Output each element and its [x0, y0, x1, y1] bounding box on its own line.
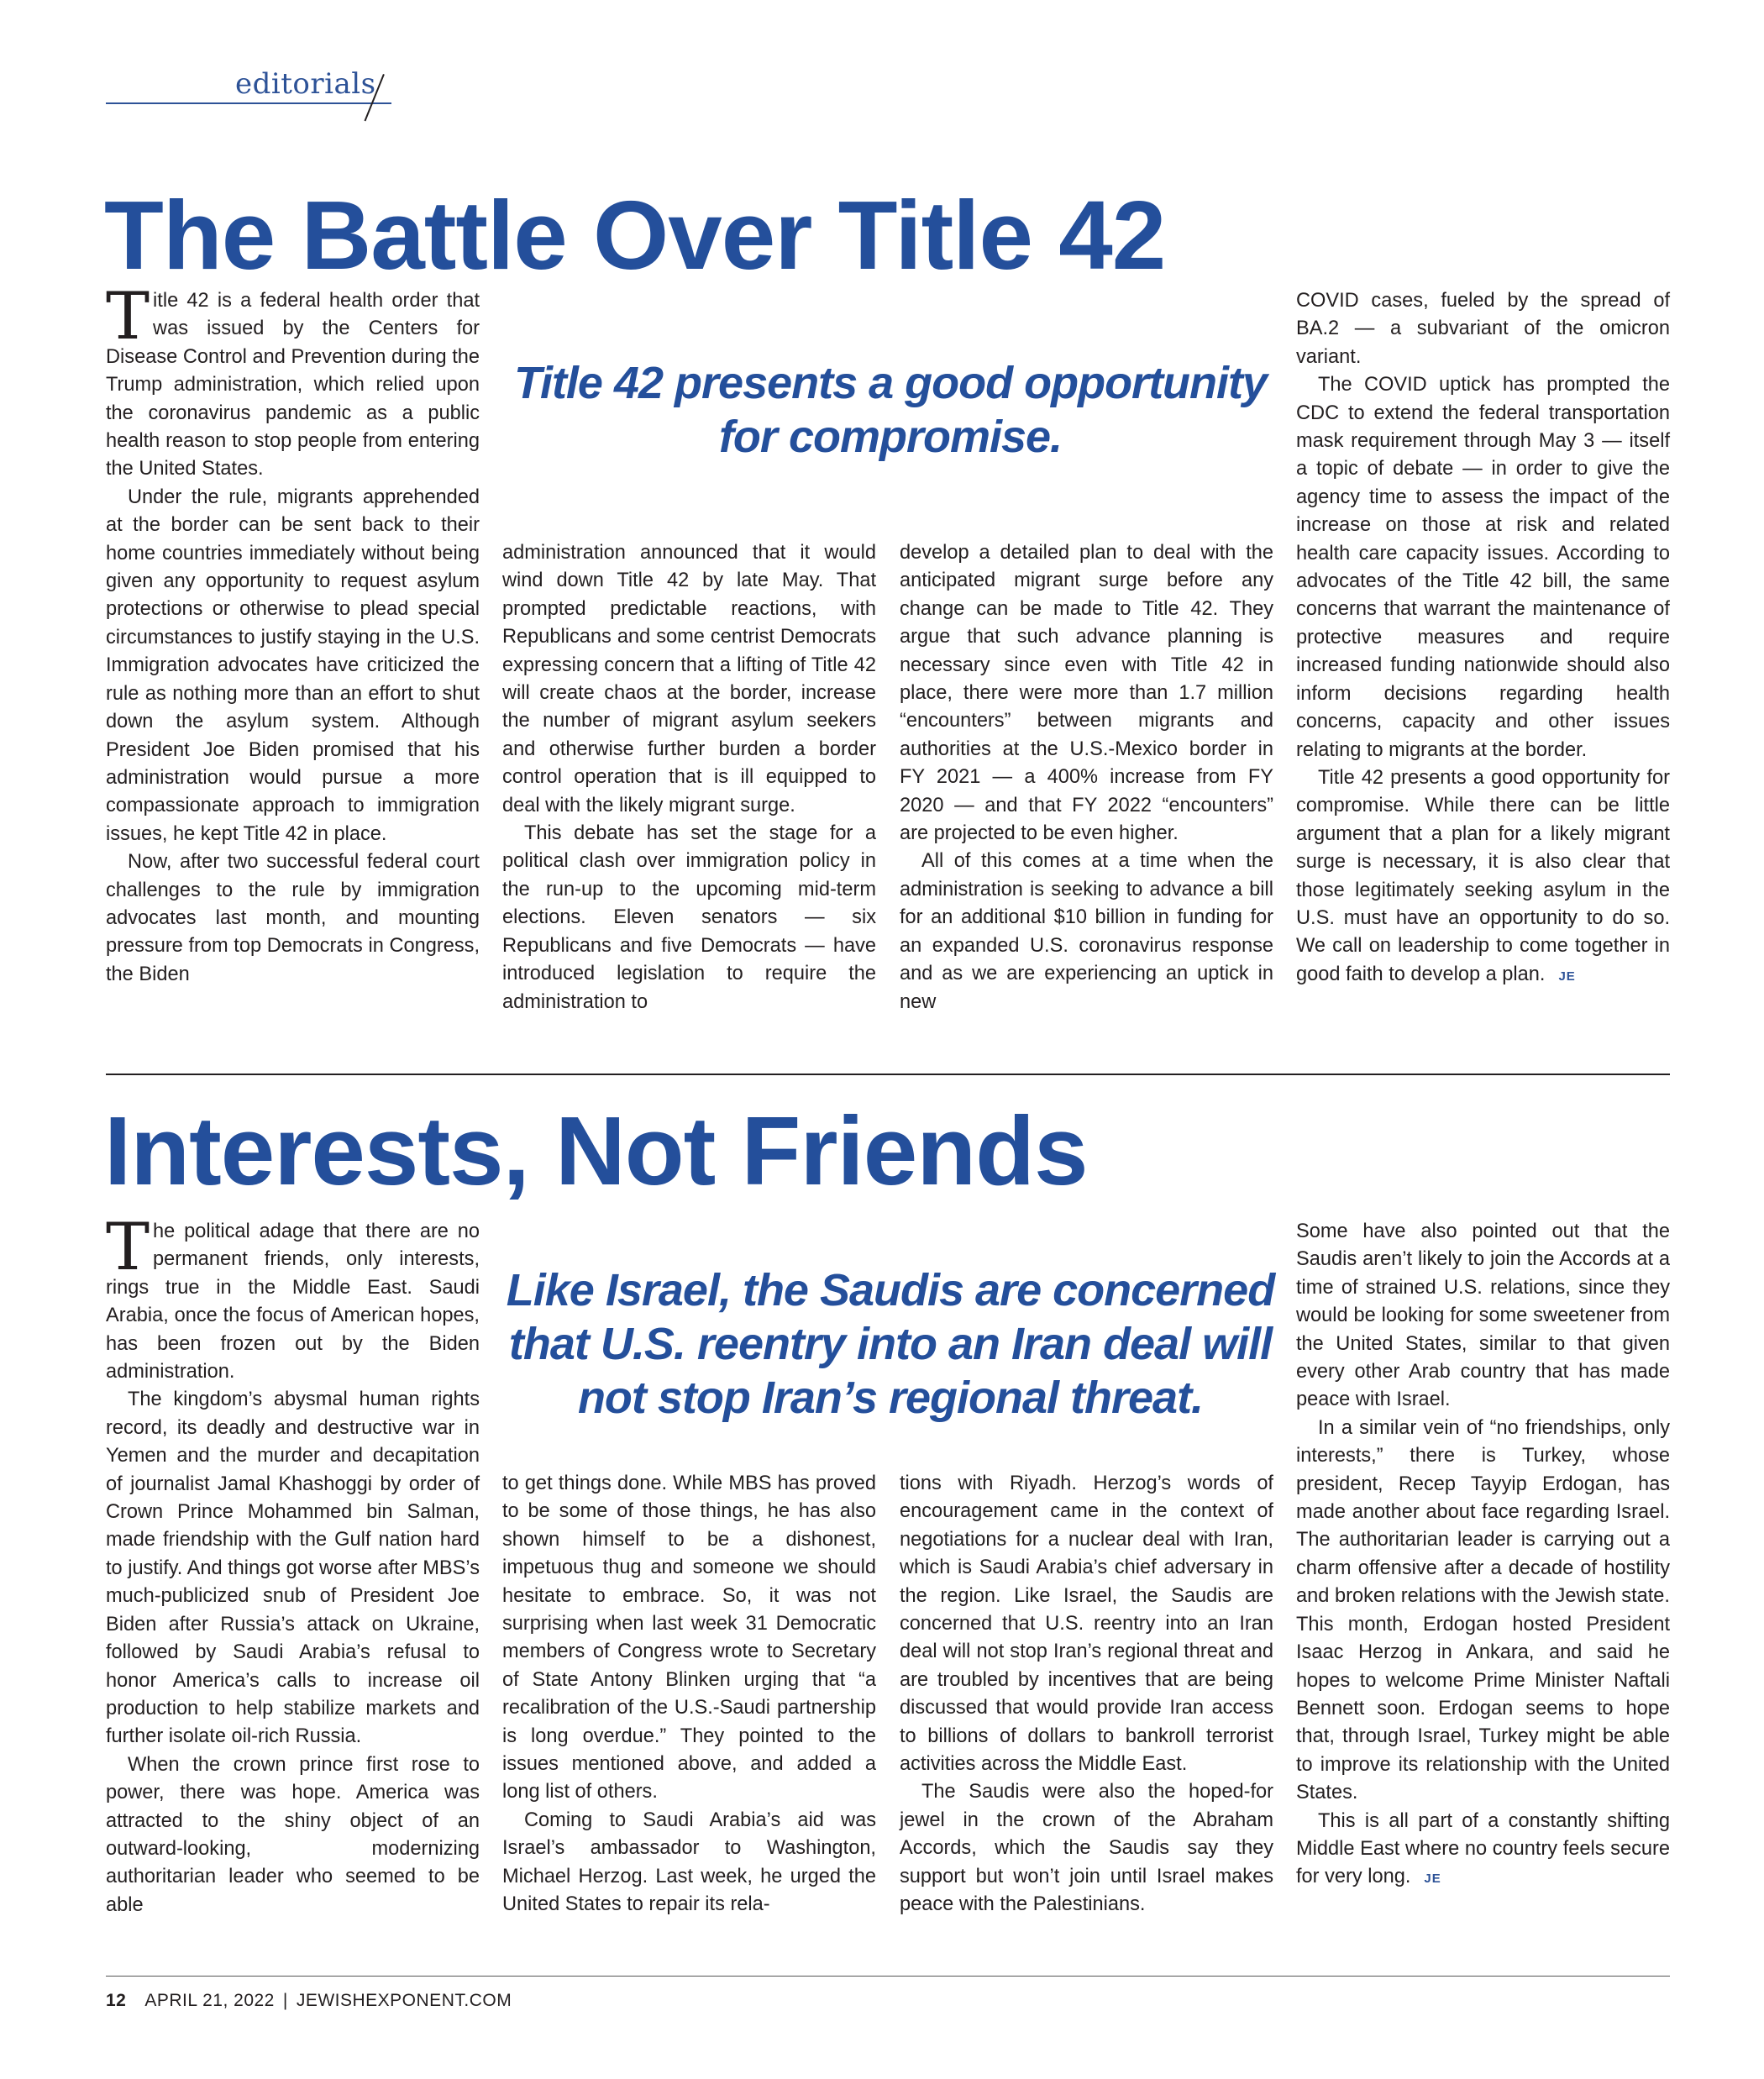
paragraph: When the crown prince first rose to power, there was hope. America was attracted to the shiny object of an outward-looking, modernizing authoritarian leader who seemed to be able [106, 1753, 480, 1916]
section-label [106, 67, 400, 118]
page-footer [106, 1991, 512, 2011]
paragraph: All of this comes at a time when the administration is seeking to advance a bill for an additional $10 billion in funding for an expanded U.S. coronavirus response and as we are experiencing an uptick in new [900, 850, 1273, 1013]
article-column-4 [1296, 1218, 1670, 1893]
paragraph: to get things done. While MBS has proved to be some of those things, he has also shown himself to be a dishonest, impetuous thug and someone we should hesitate to embrace. So, it was not surprising when last week 31 Democratic members of Congress wrote to Secretary of State Antony Blinken urging that “a recalibration of the U.S.-Saudi partnership is long overdue.” They pointed to the issues mentioned above, and added a long list of others. [502, 1473, 876, 1803]
paragraph: The political adage that there are no permanent friends, only interests, rings true in the Middle East. Saudi Arabia, once the focus of American hopes, has been frozen out by the Biden administration. [106, 1210, 480, 1383]
paragraph: COVID cases, fueled by the spread of BA.2 — a subvariant of the omicron variant. [1296, 290, 1670, 368]
article-headline: Interests, Not Friends [104, 1096, 1088, 1205]
paragraph: The kingdom’s abysmal human rights record, its deadly and destructive war in Yemen and the murder and decapitation of journalist Jamal Khashoggi by order of Crown Prince Mohammed bin Salman, made friendship with the Gulf nation hard to justify. And things got worse after MBS’s much-publicized snub of President Joe Biden after Russia’s attack on Ukraine, followed by Saudi Arabia’s refusal to honor America’s calls to increase oil production to help stabilize markets and further isolate oil-rich Russia. [106, 1389, 480, 1748]
paragraph: develop a detailed plan to deal with the anticipated migrant surge before any change can be made to Title 42. They argue that such advance planning is necessary since even with Title 42 in place, there were more than 1.7 million “encounters” between migrants and authorities at the U.S.-Mexico border in FY 2021 — a 400% increase from FY 2020 — and that FY 2022 “encounters” are projected to be even higher. [900, 542, 1273, 845]
paragraph: This debate has set the stage for a political clash over immigration policy in the run-up to the upcoming mid-term elections. Eleven senators — six Republicans and five Democrats — have introduced legislation to require the administration to [502, 822, 876, 1013]
paragraph: This is all part of a constantly shifting Middle East where no country feels secure for very long. JE [1296, 1809, 1670, 1888]
section-label-text: editorials [235, 67, 376, 101]
article-column-1 [106, 1210, 480, 1919]
drop-cap: T [106, 1210, 150, 1285]
pull-quote: Like Israel, the Saudis are concerned that U.S. reentry into an Iran deal will not stop Iran’s regional threat. [506, 1265, 1275, 1423]
pull-quote: Title 42 presents a good opportunity for compromise. [513, 358, 1268, 462]
paragraph: Now, after two successful federal court challenges to the rule by immigration advocates last month, and mounting pressure from top Democrats in Congress, the Biden [106, 851, 480, 985]
paragraph: In a similar vein of “no friendships, only interests,” there is Turkey, whose president, Recep Tayyip Erdogan, has made another about face regarding Israel. The authoritarian leader is carrying out a charm offensive after a decade of hostility and broken relations with the Jewish state. This month, Erdogan hosted President Isaac Herzog in Ankara, and said he hopes to welcome Prime Minister Naftali Bennett soon. Erdogan seems to hope that, through Israel, Turkey might be able to improve its relationship with the United States. [1296, 1416, 1670, 1804]
footer-rule [106, 1976, 1670, 1977]
paragraph: Coming to Saudi Arabia’s aid was Israel’s ambassador to Washington, Michael Herzog. Last week, he urged the United States to repair its rela- [502, 1809, 876, 1916]
page-number: 12 [106, 1991, 127, 2010]
article-column-2 [502, 1470, 876, 1919]
paragraph: Title 42 is a federal health order that was issued by the Centers for Disease Control and Prevention during the Trump administration, which relied upon the coronavirus pandemic as a public health reason to stop people from entering the United States. [106, 279, 480, 480]
article-divider [106, 1074, 1670, 1075]
issue-date: APRIL 21, 2022 [144, 1991, 275, 2010]
footer-separator: | [282, 1991, 288, 2010]
article-column-4 [1296, 287, 1670, 990]
paragraph: Some have also pointed out that the Saudis aren’t likely to join the Accords at a time of strained U.S. relations, since they would be looking for some sweetener from the United States, similar to that given every other Arab country that has made peace with Israel. [1296, 1221, 1670, 1411]
paragraph: The COVID uptick has prompted the CDC to extend the federal transportation mask requirement through May 3 — itself a topic of debate — in order to give the agency time to assess the impact of the increase on those at risk and related health care capacity issues. According to advocates of the Title 42 bill, the same concerns that warrant the maintenance of protective measures and require increased funding nationwide should also inform decisions regarding health concerns, capacity and other issues relating to migrants at the border. [1296, 374, 1670, 761]
section-label-rule [106, 102, 391, 104]
article-column-1 [106, 279, 480, 989]
paragraph: Under the rule, migrants apprehended at the border can be sent back to their home countries immediately without being given any opportunity to request asylum protections or otherwise to plead special circumstances to justify staying in the U.S. Immigration advocates have criticized the rule as nothing more than an effort to shut down the asylum system. Although President Joe Biden promised that his administration would pursue a more compassionate approach to immigration issues, he kept Title 42 in place. [106, 486, 480, 845]
paragraph: The Saudis were also the hoped-for jewel in the crown of the Abraham Accords, which the Saudis say they support but won’t join until Israel makes peace with the Palestinians. [900, 1781, 1273, 1916]
site-link[interactable]: JEWISHEXPONENT.COM [296, 1991, 512, 2010]
paragraph: tions with Riyadh. Herzog’s words of encouragement came in the context of negotiations for a nuclear deal with Iran, which is Saudi Arabia’s chief adversary in the region. Like Israel, the Saudis are concerned that U.S. reentry into an Iran deal will not stop Iran’s regional threat and are troubled by incentives that are being discussed that would provide Iran access to billions of dollars to bankroll terrorist activities across the Middle East. [900, 1473, 1273, 1776]
author-signature: JE [1424, 1872, 1441, 1887]
article-column-3 [900, 539, 1273, 1016]
paragraph: Title 42 presents a good opportunity for compromise. While there can be little argument that a plan for a likely migrant surge is necessary, it is also clear that those legitimately seeking asylum in the U.S. must have an opportunity to do so. We call on leadership to come together in good faith to develop a plan. JE [1296, 766, 1670, 985]
drop-cap: T [106, 279, 150, 354]
article-headline: The Battle Over Title 42 [104, 181, 1166, 290]
article-column-3 [900, 1470, 1273, 1919]
author-signature: JE [1558, 969, 1576, 984]
paragraph: administration announced that it would wind down Title 42 by late May. That prompted predictable reactions, with Republicans and some centrist Democrats expressing concern that a lifting of Title 42 will create chaos at the border, increase the number of migrant asylum seekers and otherwise further burden a border control operation that is ill equipped to deal with the likely migrant surge. [502, 542, 876, 816]
article-column-2 [502, 539, 876, 1016]
